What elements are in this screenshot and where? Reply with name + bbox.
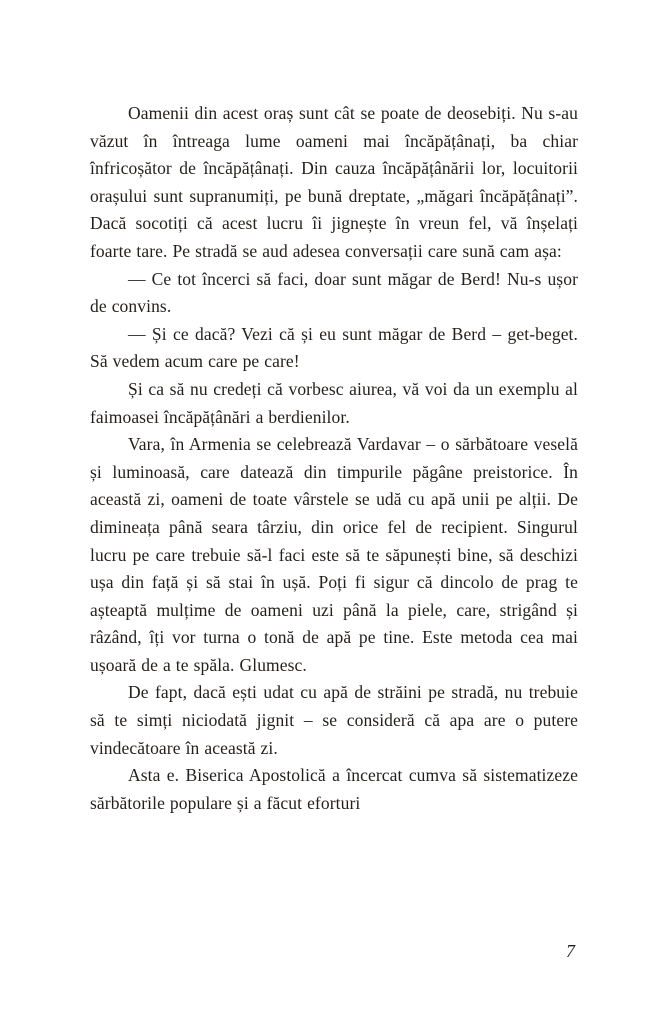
paragraph: Asta e. Biserica Apostolică a încercat cumva să sistematizeze sărbătorile populare și a făcut eforturi [90, 765, 578, 813]
paragraph: Și ca să nu credeți că vorbesc aiurea, vă voi da un exemplu al faimoasei încăpățânări a berdienilor. [90, 378, 578, 427]
paragraph: Vara, în Armenia se celebrează Vardavar – o sărbătoare veselă și luminoasă, care datează din timpurile păgâne preistorice. În această zi, oameni de toate vârstele se udă cu apă unii pe alții. De dimineața până seara târziu, din orice fel de recipient. Singurul lucru pe care trebuie să-l faci este să te săpunești bine, să deschizi ușa din față și să stai în ușă. Poți fi sigur că dincolo de prag te așteaptă mulțime de oameni uzi până la piele, care, strigând și râzând, îți vor turna o tonă de apă pe tine. Este metoda cea mai ușoară de a te spăla. Glumesc. [90, 434, 578, 675]
paragraph: De fapt, dacă ești udat cu apă de străini pe stradă, nu trebuie să te simți niciodată jignit – se consideră că apa are o putere vindecătoare în această zi. [90, 682, 578, 758]
page-number: 7 [566, 941, 575, 961]
paragraph-dialogue: — Ce tot încerci să faci, doar sunt măgar de Berd! Nu-s ușor de convins. [90, 268, 578, 317]
paragraph: Oamenii din acest oraș sunt cât se poate de deosebiți. Nu s-au văzut în întreaga lume oameni mai încăpățânați, ba chiar înfricoșător de încăpățânați. Din cauza încăpățânării lor, locuitorii orașului sunt supranumiți, pe bună dreptate, „măgari încăpățânați”. Dacă socotiți că acest lucru îi jignește în vreun fel, vă înșelați foarte tare. Pe stradă se aud adesea conversații care sună cam așa: [90, 103, 578, 261]
page-text [90, 100, 578, 817]
paragraph-dialogue: — Și ce dacă? Vezi că și eu sunt măgar de Berd – get-beget. Să vedem acum care pe care! [90, 323, 578, 372]
